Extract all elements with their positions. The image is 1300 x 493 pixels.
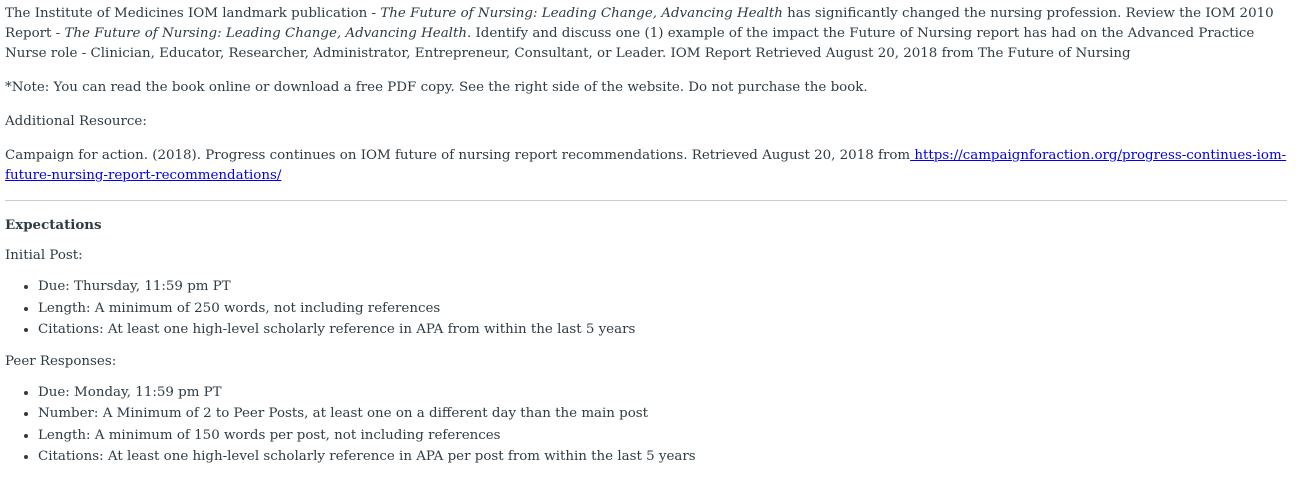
list-item: • Due: Thursday, 11:59 pm PT xyxy=(38,276,1287,298)
intro-text-3: . Identify and discuss one (1) example of the impact the Future of Nursing report has had on the Advanced Practice Nurse role - Clinician, Educator, Researcher, Administrator, Entrepreneur, Consultant, or Leader. IOM Report Retrieved August 20, 2018 from The Future of Nursing xyxy=(5,26,1255,61)
list-item: • Number: A Minimum of 2 to Peer Posts, at least one on a different day than the main post xyxy=(38,403,1287,425)
list-item: • Citations: At least one high-level scholarly reference in APA from within the last 5 years xyxy=(38,319,1287,341)
section-divider xyxy=(5,200,1287,201)
list-item: • Length: A minimum of 250 words, not including references xyxy=(38,298,1287,320)
list-item: • Length: A minimum of 150 words per post, not including references xyxy=(38,425,1287,447)
campaign-link[interactable]: https://campaignforaction.org/progress-continues-iom-future-nursing-report-recommendations/ xyxy=(5,148,1287,183)
campaign-citation-text: Campaign for action. (2018). Progress continues on IOM future of nursing report recommendations. Retrieved August 20, 2018 from xyxy=(5,148,911,163)
intro-paragraph xyxy=(5,4,1287,64)
additional-resource-label: Additional Resource: xyxy=(5,114,147,129)
book-title-2: The Future of Nursing: Leading Change, Advancing Health xyxy=(64,26,467,41)
list-item: • Due: Monday, 11:59 pm PT xyxy=(38,382,1287,404)
note-paragraph: *Note: You can read the book online or download a free PDF copy. See the right side of the website. Do not purchase the book. xyxy=(5,80,868,95)
initial-post-label: Initial Post: xyxy=(5,248,83,263)
expectations-heading: Expectations xyxy=(5,217,102,233)
intro-text-2: has significantly changed the nursing profession. Review the IOM 2010 Report - xyxy=(5,6,1274,41)
list-item: • Citations: At least one high-level scholarly reference in APA per post from within the last 5 years xyxy=(38,446,1287,468)
book-title-1: The Future of Nursing: Leading Change, Advancing Health xyxy=(380,6,783,21)
peer-responses-label: Peer Responses: xyxy=(5,353,117,369)
initial-post-list xyxy=(5,276,1287,341)
campaign-citation xyxy=(5,146,1287,186)
intro-text-1: The Institute of Medicines IOM landmark publication - xyxy=(5,6,381,21)
peer-responses-list xyxy=(5,382,1287,468)
